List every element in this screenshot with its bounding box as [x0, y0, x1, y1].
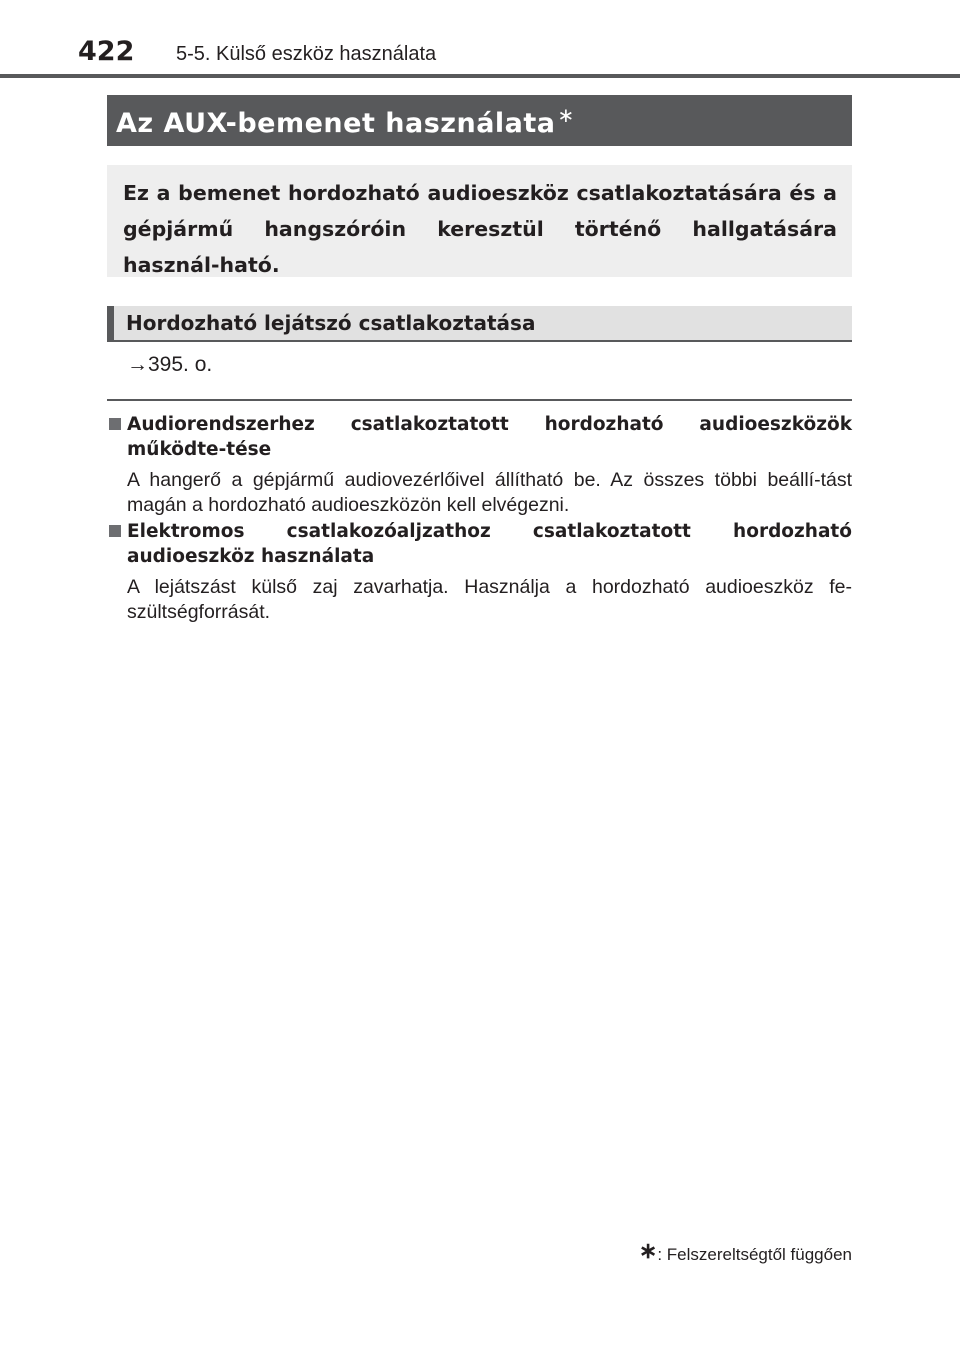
footnote-text: : Felszereltségtől függően [657, 1245, 852, 1264]
section-title-text: Az AUX-bemenet használata [116, 108, 556, 139]
page-number: 422 [78, 36, 135, 67]
intro-box [107, 165, 852, 277]
intro-text: Ez a bemenet hordozható audioeszköz csatlakoztatására és a gépjármű hangszóróin keresztül történő hallgatására használ-ható. [123, 181, 837, 277]
section-divider [107, 399, 852, 401]
subsection-heading [107, 306, 852, 342]
note-item [107, 519, 852, 625]
page-header [0, 0, 960, 80]
section-title-bar [107, 95, 852, 146]
square-bullet-icon [109, 525, 121, 537]
subsection-marker [107, 306, 114, 340]
header-rule [0, 74, 960, 78]
note-body: A lejátszást külső zaj zavarhatja. Használja a hordozható audioeszköz fe-szültségforrását. [127, 576, 852, 623]
section-title [116, 103, 575, 139]
title-asterisk: ∗ [557, 103, 575, 127]
subsection-title: Hordozható lejátszó csatlakoztatása [126, 311, 536, 335]
note-body: A hangerő a gépjármű audiovezérlőivel állítható be. Az összes többi beállí-tást magán a hordozható audioeszközön kell elvégezni. [127, 469, 852, 516]
footnote-asterisk: ∗ [638, 1238, 658, 1263]
section-path: 5-5. Külső eszköz használata [176, 43, 437, 65]
note-title: Audiorendszerhez csatlakoztatott hordozható audioeszközök működte-tése [127, 414, 852, 460]
footnote [639, 1238, 852, 1265]
page-reference-link[interactable]: →395. o. [127, 353, 213, 376]
note-title: Elektromos csatlakozóaljzathoz csatlakoztatott hordozható audioeszköz használata [127, 521, 852, 567]
note-item [107, 412, 852, 518]
square-bullet-icon [109, 418, 121, 430]
